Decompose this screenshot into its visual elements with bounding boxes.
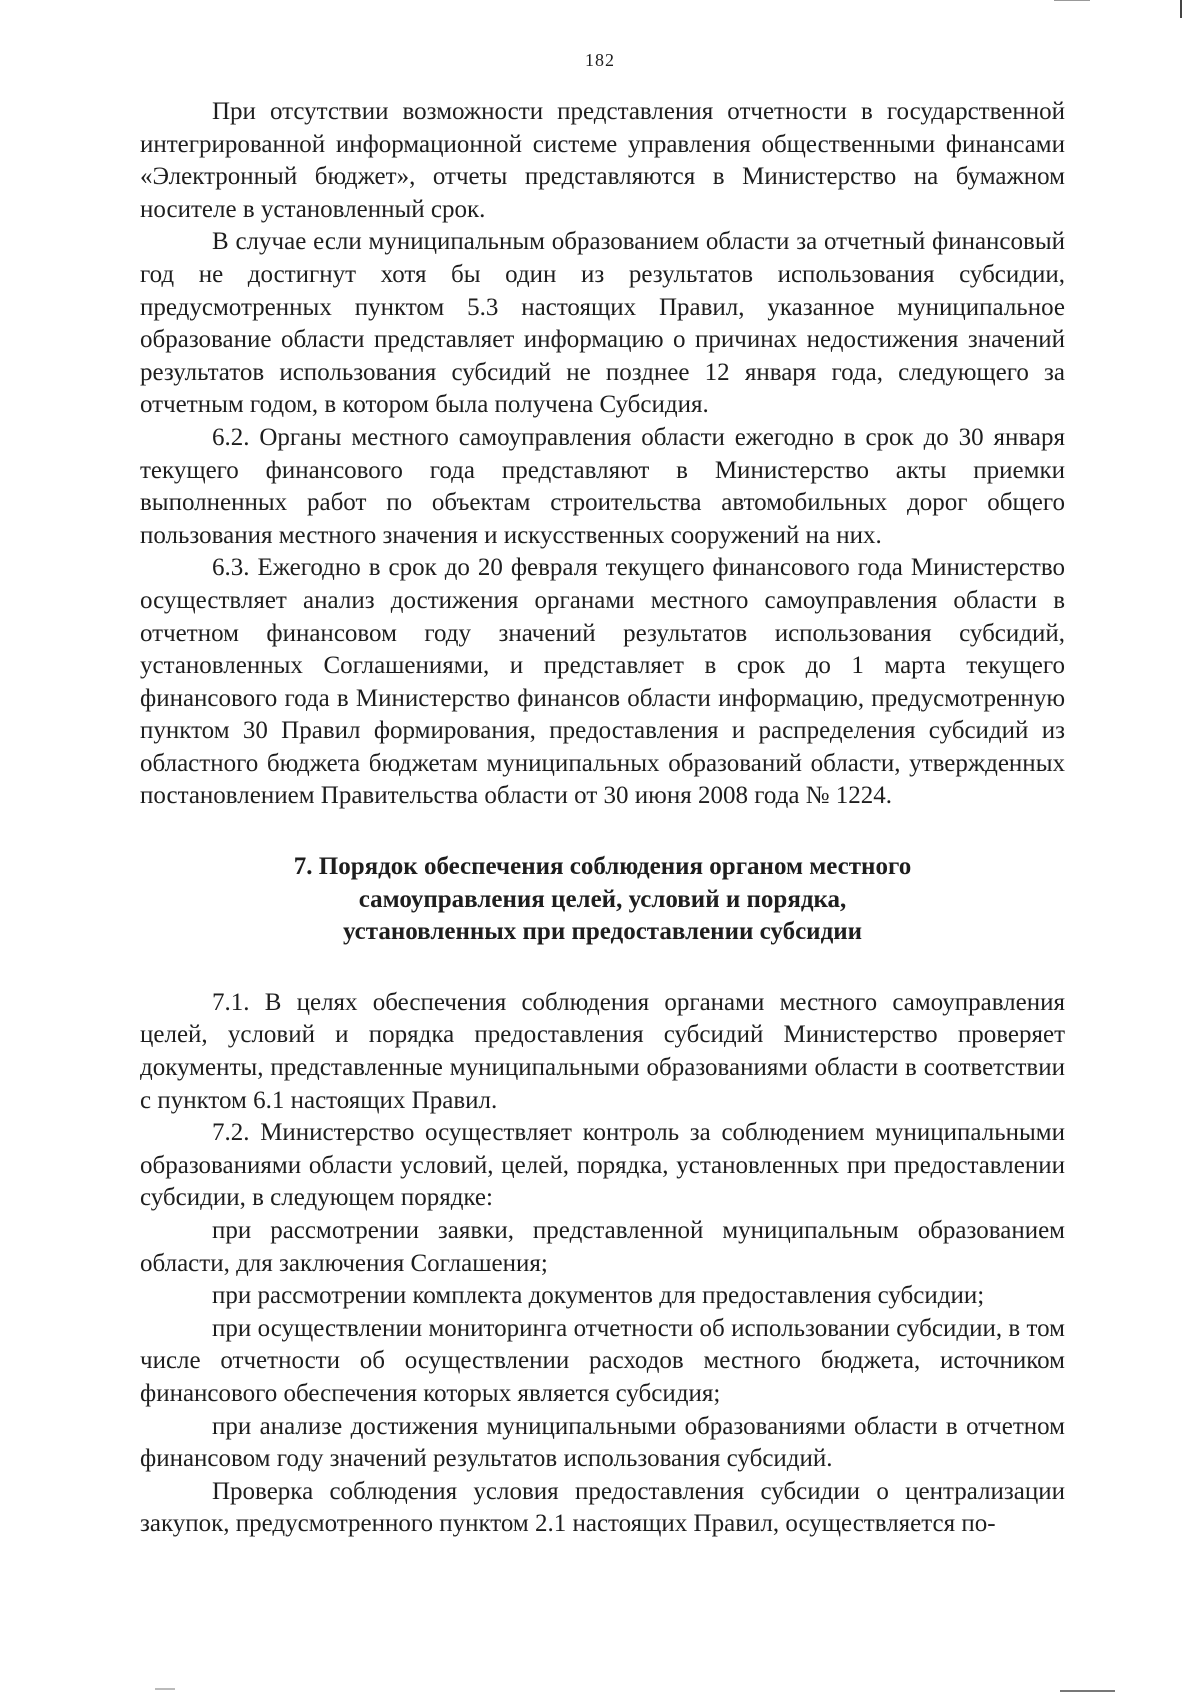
document-body — [140, 96, 1065, 1541]
scan-artifact — [1060, 1690, 1115, 1692]
scan-artifact — [155, 1688, 175, 1690]
paragraph: при рассмотрении комплекта документов для предоставления субсидии; — [212, 1282, 985, 1310]
section-heading-line: самоуправления целей, условий и порядка, — [358, 885, 847, 913]
paragraph: 7.1. В целях обеспечения соблюдения органами местного самоуправления целей, условий и порядка предоставления субсидий Министерство проверяет документы, представленные муниципальными образованиями области в соответствии с пунктом 6.1 настоящих Правил. — [140, 988, 1065, 1114]
paragraph: при анализе достижения муниципальными образованиями области в отчетном финансовом году значений результатов использования субсидий. — [140, 1412, 1065, 1473]
paragraph: 7.2. Министерство осуществляет контроль за соблюдением муниципальными образованиями области условий, целей, порядка, установленных при предоставлении субсидии, в следующем порядке: — [140, 1119, 1065, 1212]
paragraph: При отсутствии возможности представления отчетности в государственной интегрированной информационной системе управления общественными финансами «Электронный бюджет», отчеты представляются в Министерство на бумажном носителе в установленный срок. — [140, 98, 1065, 223]
page-number: 182 — [585, 50, 615, 70]
section-heading-line: 7. Порядок обеспечения соблюдения органом местного — [293, 853, 912, 881]
paragraph: Проверка соблюдения условия предоставления субсидии о централизации закупок, предусмотренного пунктом 2.1 настоящих Правил, осуществляется по- — [140, 1477, 1065, 1538]
paragraph: 6.3. Ежегодно в срок до 20 февраля текущего финансового года Министерство осуществляет анализ достижения органами местного самоуправления области в отчетном финансовом году значений результатов использования субсидий, установленных Соглашениями, и представляет в срок до 1 марта текущего финансового года в Министерство финансов области информацию, предусмотренную пунктом 30 Правил формирования, предоставления и распределения субсидий из областного бюджета бюджетам муниципальных образований области, утвержденных постановлением Правительства области от 30 июня 2008 года № 1224. — [140, 554, 1065, 810]
scan-artifact — [1180, 0, 1182, 18]
section-heading-line: установленных при предоставлении субсидии — [342, 918, 863, 946]
paragraph: при рассмотрении заявки, представленной муниципальным образованием области, для заключения Соглашения; — [140, 1217, 1065, 1277]
paragraph: при осуществлении мониторинга отчетности об использовании субсидии, в том числе отчетности об осуществлении расходов местного бюджета, источником финансового обеспечения которых является субсидия; — [140, 1314, 1065, 1407]
paragraph: В случае если муниципальным образованием области за отчетный финансовый год не достигнут хотя бы один из результатов использования субсидии, предусмотренных пунктом 5.3 настоящих Правил, указанное муниципальное образование области представляет информацию о причинах недостижения значений результатов использования субсидий не позднее 12 января года, следующего за отчетным годом, в котором была получена Субсидия. — [140, 228, 1065, 419]
paragraph: 6.2. Органы местного самоуправления области ежегодно в срок до 30 января текущего финансового года представляют в Министерство акты приемки выполненных работ по объектам строительства автомобильных дорог общего пользования местного значения и искусственных сооружений на них. — [140, 423, 1065, 549]
section-heading — [140, 851, 1065, 949]
scan-artifact — [1054, 0, 1090, 1]
